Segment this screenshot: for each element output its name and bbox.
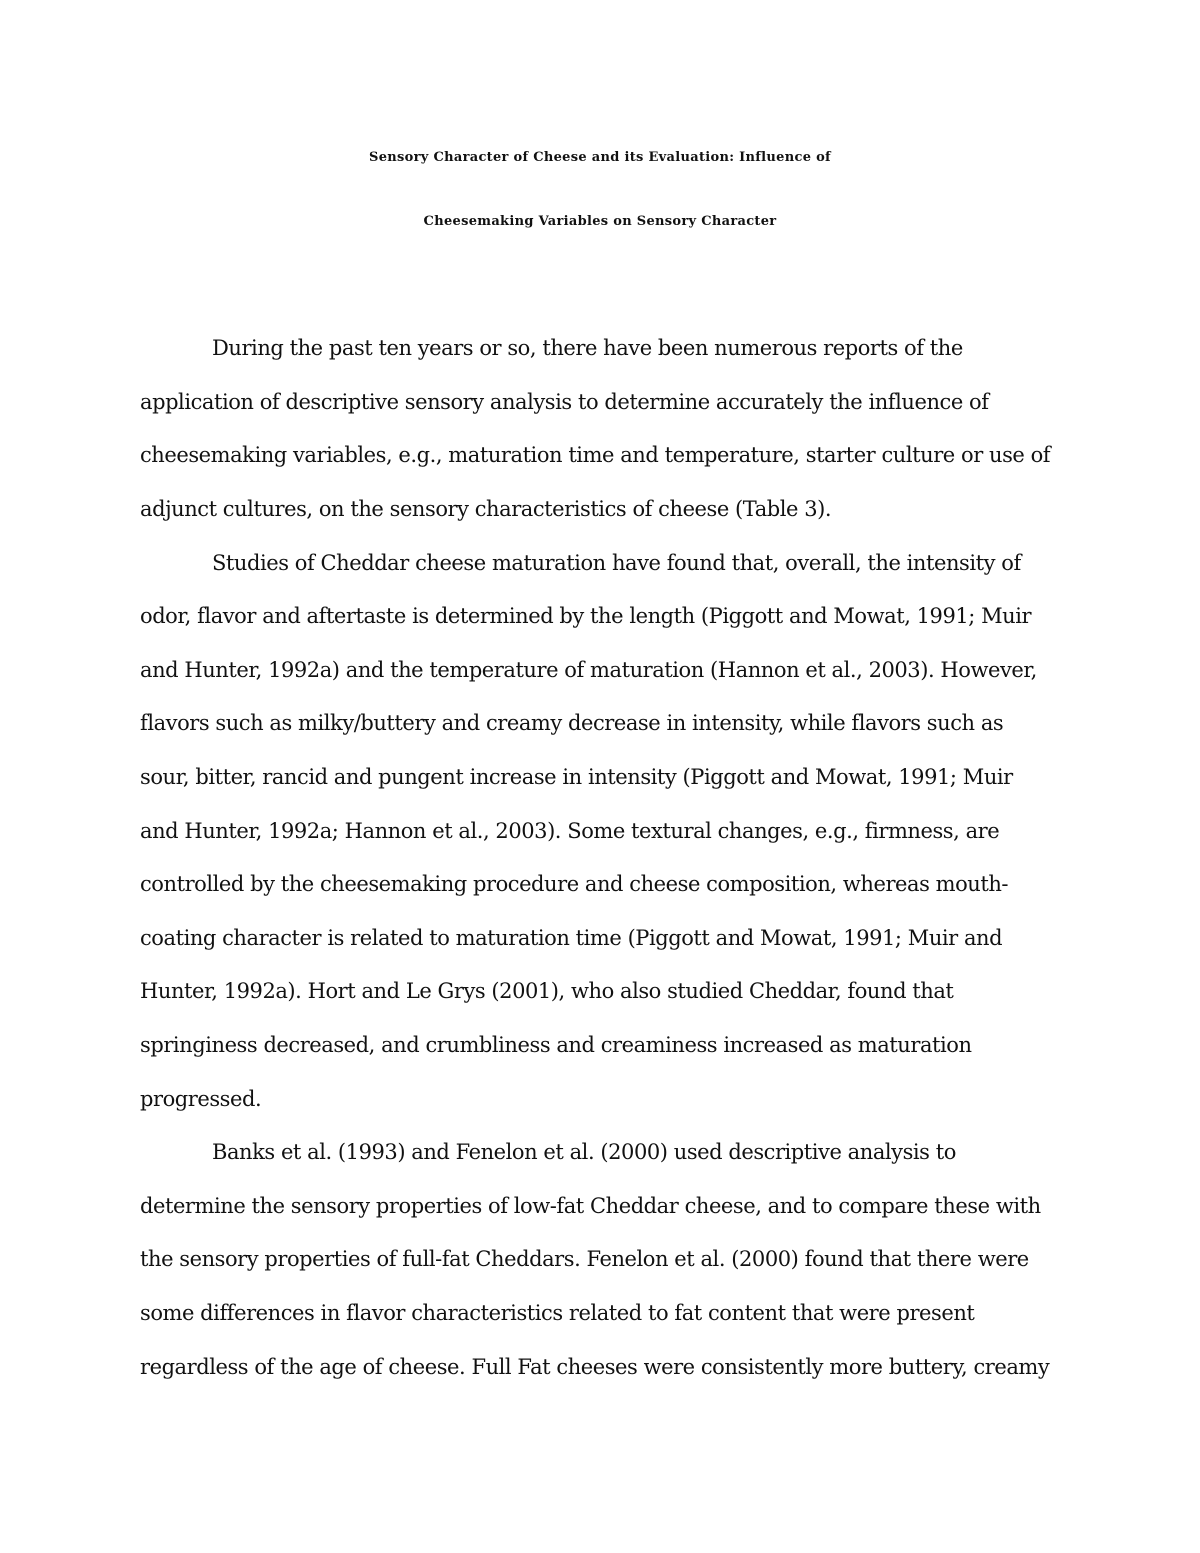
paragraph-2-line-9: Hunter, 1992a). Hort and Le Grys (2001), who also studied Cheddar, found that	[140, 979, 954, 1003]
paragraph-2-line-10: springiness decreased, and crumbliness and creaminess increased as maturation	[140, 1033, 972, 1057]
paragraph-2-line-4: flavors such as milky/buttery and creamy decrease in intensity, while flavors such as	[140, 711, 1004, 735]
document-title-line-2: Cheesemaking Variables on Sensory Character	[423, 214, 777, 229]
paragraph-3-line-2: determine the sensory properties of low-fat Cheddar cheese, and to compare these with	[140, 1194, 1041, 1218]
paragraph-1-line-2: application of descriptive sensory analysis to determine accurately the influence of	[140, 390, 989, 414]
paragraph-2-line-5: sour, bitter, rancid and pungent increase in intensity (Piggott and Mowat, 1991; Muir	[140, 765, 1013, 789]
paragraph-2-line-11: progressed.	[140, 1087, 262, 1111]
paragraph-3-line-1: Banks et al. (1993) and Fenelon et al. (2000) used descriptive analysis to	[212, 1140, 956, 1164]
paragraph-2-line-7: controlled by the cheesemaking procedure and cheese composition, whereas mouth-	[140, 872, 1009, 896]
paragraph-2-line-1: Studies of Cheddar cheese maturation have found that, overall, the intensity of	[212, 551, 1021, 575]
paragraph-2-line-8: coating character is related to maturation time (Piggott and Mowat, 1991; Muir and	[140, 926, 1003, 950]
paragraph-2-line-2: odor, flavor and aftertaste is determined by the length (Piggott and Mowat, 1991; Muir	[140, 604, 1032, 628]
paragraph-3-line-4: some differences in flavor characteristics related to fat content that were present	[140, 1301, 975, 1325]
paragraph-2-line-6: and Hunter, 1992a; Hannon et al., 2003). Some textural changes, e.g., firmness, are	[140, 819, 1000, 843]
paragraph-3-line-3: the sensory properties of full-fat Cheddars. Fenelon et al. (2000) found that there were	[140, 1247, 1029, 1271]
paragraph-1-line-3: cheesemaking variables, e.g., maturation time and temperature, starter culture or use of	[140, 443, 1051, 467]
document-title-line-1: Sensory Character of Cheese and its Evaluation: Influence of	[369, 150, 831, 165]
paragraph-2-line-3: and Hunter, 1992a) and the temperature of maturation (Hannon et al., 2003). However,	[140, 658, 1037, 682]
paragraph-1-line-4: adjunct cultures, on the sensory characteristics of cheese (Table 3).	[140, 497, 832, 521]
paragraph-1-line-1: During the past ten years or so, there have been numerous reports of the	[212, 336, 963, 360]
paragraph-3-line-5: regardless of the age of cheese. Full Fat cheeses were consistently more buttery, creamy	[140, 1355, 1050, 1379]
